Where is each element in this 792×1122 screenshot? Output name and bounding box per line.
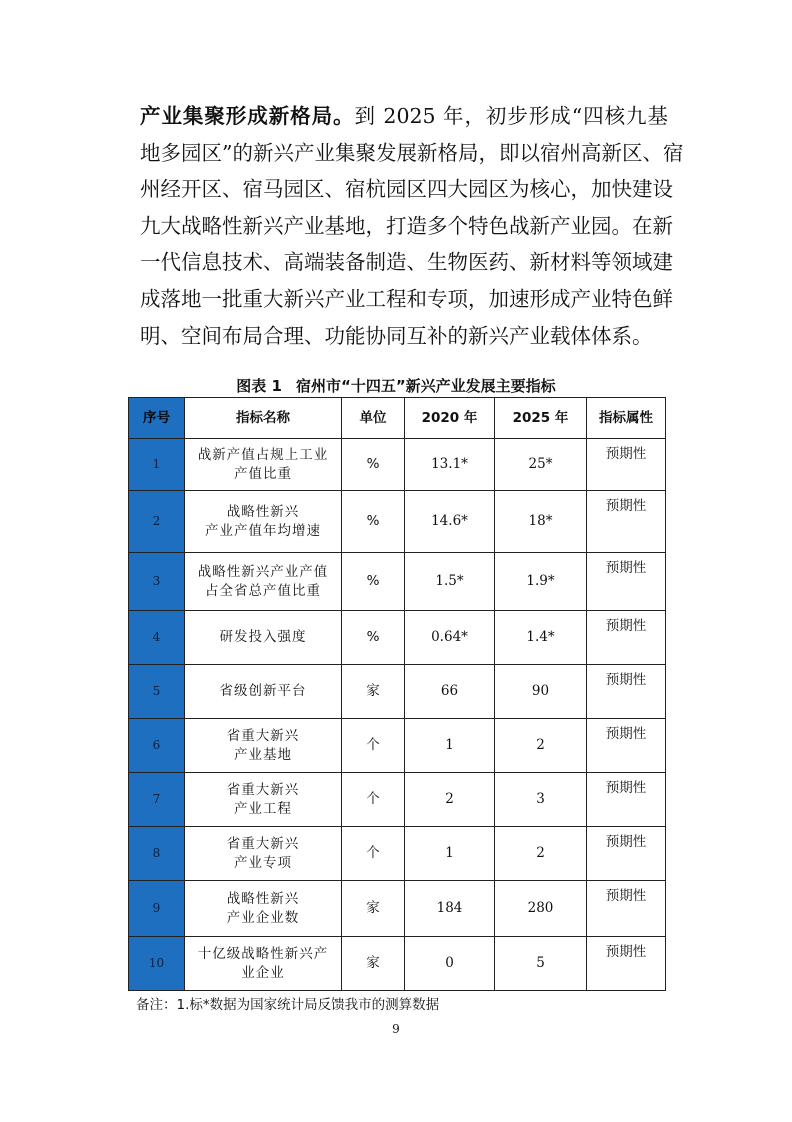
row-attribute: 预期性 — [587, 665, 666, 719]
indicator-name-line-1: 省重大新兴 — [226, 835, 300, 852]
row-value-2025: 1.4* — [495, 611, 587, 665]
row-unit: 家 — [342, 937, 405, 991]
table-row — [129, 827, 666, 881]
row-value-2020: 14.6* — [405, 491, 495, 553]
row-indicator-name — [185, 553, 342, 611]
row-attribute: 预期性 — [587, 719, 666, 773]
row-indicator-name — [185, 881, 342, 937]
table-header-row — [129, 398, 666, 439]
row-attribute: 预期性 — [587, 553, 666, 611]
row-value-2020: 66 — [405, 665, 495, 719]
indicator-name-line-2: 业企业 — [241, 964, 285, 981]
paragraph-line-6: 成落地一批重大新兴产业工程和专项，加速形成产业特色鲜 — [140, 286, 673, 311]
paragraph-line-5: 一代信息技术、高端装备制造、生物医药、新材料等领域建 — [140, 250, 673, 275]
table-row — [129, 881, 666, 937]
row-value-2020: 13.1* — [405, 439, 495, 491]
paragraph-line-7: 明、空间布局合理、功能协同互补的新兴产业载体体系。 — [140, 323, 653, 348]
row-attribute: 预期性 — [587, 937, 666, 991]
row-number: 4 — [129, 611, 185, 665]
table-caption — [0, 376, 792, 396]
indicator-name-line-2: 产值比重 — [234, 465, 292, 482]
row-indicator-name — [185, 665, 342, 719]
row-value-2025: 2 — [495, 827, 587, 881]
row-value-2020: 1.5* — [405, 553, 495, 611]
row-indicator-name — [185, 491, 342, 553]
indicator-name-line-1: 省重大新兴 — [226, 781, 300, 798]
row-value-2020: 1 — [405, 719, 495, 773]
paragraph-line-1 — [140, 98, 668, 135]
row-value-2025: 5 — [495, 937, 587, 991]
row-indicator-name — [185, 439, 342, 491]
row-unit: 家 — [342, 881, 405, 937]
row-number: 8 — [129, 827, 185, 881]
table-row — [129, 773, 666, 827]
paragraph-line-4: 九大战略性新兴产业基地，打造多个特色战新产业园。在新 — [140, 213, 673, 238]
indicator-name-line-2: 产业企业数 — [226, 909, 300, 926]
row-number: 7 — [129, 773, 185, 827]
header-unit: 单位 — [342, 398, 405, 439]
row-number: 5 — [129, 665, 185, 719]
row-attribute: 预期性 — [587, 881, 666, 937]
row-unit: % — [342, 553, 405, 611]
row-unit: % — [342, 491, 405, 553]
table-row — [129, 719, 666, 773]
row-value-2025: 90 — [495, 665, 587, 719]
row-unit: 个 — [342, 827, 405, 881]
paragraph-line-2: 地多园区”的新兴产业集聚发展新格局，即以宿州高新区、宿 — [140, 140, 684, 165]
row-value-2025: 25* — [495, 439, 587, 491]
indicator-name-line-1: 十亿级战略性新兴产 — [197, 945, 329, 962]
table-row — [129, 937, 666, 991]
page-number: 9 — [392, 1022, 400, 1036]
indicator-name-line-1: 省级创新平台 — [219, 683, 307, 699]
row-value-2020: 2 — [405, 773, 495, 827]
body-paragraph — [140, 98, 684, 354]
row-number: 6 — [129, 719, 185, 773]
row-indicator-name — [185, 937, 342, 991]
row-unit: 家 — [342, 665, 405, 719]
row-number: 9 — [129, 881, 185, 937]
indicator-name-line-2: 占全省总产值比重 — [205, 582, 321, 599]
row-indicator-name — [185, 827, 342, 881]
row-value-2025: 280 — [495, 881, 587, 937]
row-attribute: 预期性 — [587, 773, 666, 827]
header-number: 序号 — [129, 398, 185, 439]
indicator-name-line-2: 产业产值年均增速 — [205, 522, 321, 539]
indicator-name-line-1: 战略性新兴产业产值 — [197, 563, 329, 580]
indicator-table — [128, 397, 666, 991]
indicator-name-line-1: 省重大新兴 — [226, 727, 300, 744]
row-attribute: 预期性 — [587, 611, 666, 665]
row-value-2020: 0 — [405, 937, 495, 991]
row-number: 10 — [129, 937, 185, 991]
table-row — [129, 439, 666, 491]
row-number: 1 — [129, 439, 185, 491]
paragraph-lead: 产业集聚形成新格局。 — [140, 104, 355, 128]
row-value-2020: 1 — [405, 827, 495, 881]
table-row — [129, 611, 666, 665]
indicator-name-line-1: 研发投入强度 — [219, 629, 307, 645]
row-attribute: 预期性 — [587, 491, 666, 553]
row-unit: 个 — [342, 719, 405, 773]
indicator-name-line-1: 战略性新兴 — [226, 890, 300, 907]
row-indicator-name — [185, 773, 342, 827]
row-indicator-name — [185, 719, 342, 773]
header-2020: 2020 年 — [405, 398, 495, 439]
caption-title: 宿州市“十四五”新兴产业发展主要指标 — [295, 377, 556, 395]
row-number: 3 — [129, 553, 185, 611]
row-unit: % — [342, 439, 405, 491]
row-unit: % — [342, 611, 405, 665]
row-number: 2 — [129, 491, 185, 553]
row-attribute: 预期性 — [587, 827, 666, 881]
row-value-2025: 1.9* — [495, 553, 587, 611]
paragraph-line-3: 州经开区、宿马园区、宿杭园区四大园区为核心，加快建设 — [140, 177, 673, 202]
header-2025: 2025 年 — [495, 398, 587, 439]
table-row — [129, 491, 666, 553]
table-row — [129, 553, 666, 611]
table-note: 备注：1.标*数据为国家统计局反馈我市的测算数据 — [136, 997, 440, 1013]
caption-label: 图表 1 — [236, 377, 282, 395]
indicator-name-line-1: 战新产值占规上工业 — [197, 446, 329, 463]
row-attribute: 预期性 — [587, 439, 666, 491]
row-value-2025: 2 — [495, 719, 587, 773]
row-indicator-name — [185, 611, 342, 665]
row-value-2025: 3 — [495, 773, 587, 827]
header-indicator-name: 指标名称 — [185, 398, 342, 439]
header-attribute: 指标属性 — [587, 398, 666, 439]
row-unit: 个 — [342, 773, 405, 827]
row-value-2020: 0.64* — [405, 611, 495, 665]
indicator-name-line-2: 产业工程 — [234, 800, 292, 817]
paragraph-line-1-rest: 到 2025 年，初步形成“四核九基 — [354, 104, 668, 128]
indicator-name-line-2: 产业专项 — [234, 854, 292, 871]
row-value-2020: 184 — [405, 881, 495, 937]
row-value-2025: 18* — [495, 491, 587, 553]
table-row — [129, 665, 666, 719]
indicator-name-line-2: 产业基地 — [234, 746, 292, 763]
indicator-name-line-1: 战略性新兴 — [226, 503, 300, 520]
